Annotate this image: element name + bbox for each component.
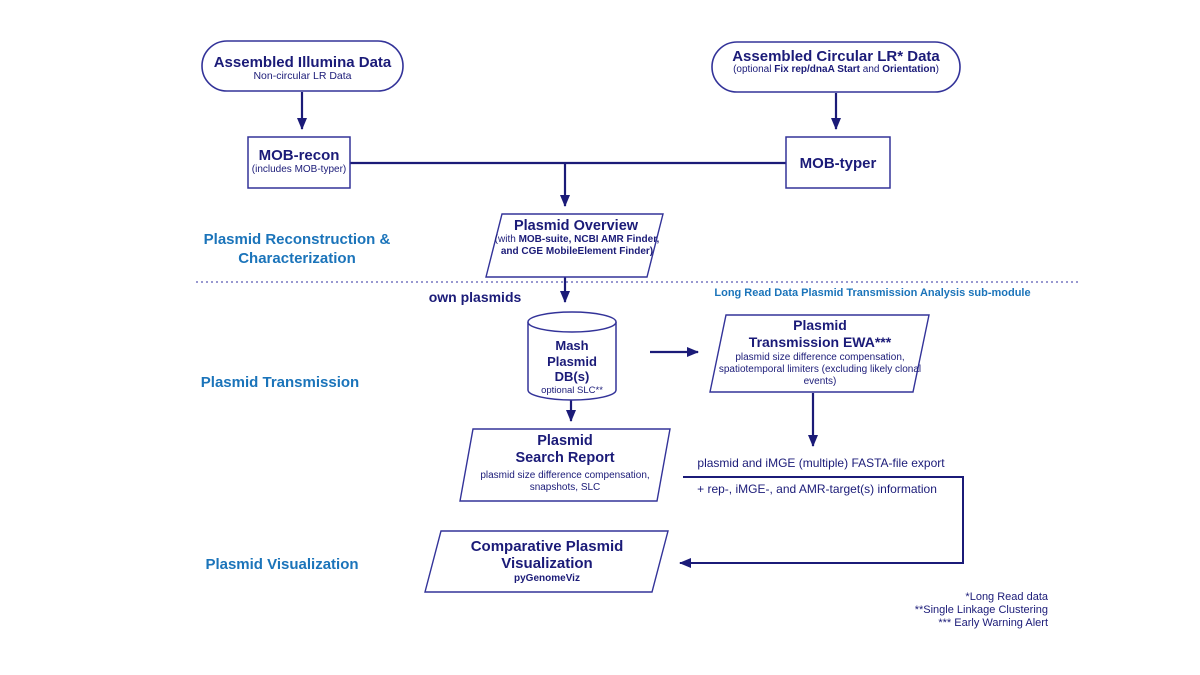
mash-db-subtitle: optional SLC**	[541, 384, 603, 396]
mash-db-line1: Mash	[555, 338, 589, 353]
search-report-title-line1: Plasmid	[537, 433, 593, 449]
circular-lr-subtitle	[706, 64, 966, 76]
plasmid-overview-sub-bold: MOB-suite, NCBI AMR Finder, and CGE MobileElement Finder)	[500, 234, 660, 257]
mob-recon-subtitle: (includes MOB-typer)	[251, 164, 347, 175]
transmission-ewa-title-line1: Plasmid	[793, 317, 847, 333]
illumina-title: Assembled Illumina Data	[213, 54, 392, 71]
circular-lr-sub-bold1: Fix rep/dnaA Start	[774, 64, 860, 75]
submodule-label: Long Read Data Plasmid Transmission Analysis sub-module	[714, 287, 1031, 299]
circular-lr-sub-mid: and	[859, 64, 883, 75]
comparative-viz-title-line2: Visualization	[501, 555, 593, 573]
section-transmission-label: Plasmid Transmission	[200, 374, 360, 391]
circular-lr-sub-bold2: Orientation	[882, 64, 936, 75]
plasmid-overview-sub-prefix: (with	[494, 234, 519, 245]
transmission-ewa-subtitle: plasmid size difference compensation, spatiotemporal limiters (excluding likely clonal events)	[718, 352, 922, 387]
mash-db-line2: Plasmid	[547, 353, 597, 369]
rep-info-label: + rep-, iMGE-, and AMR-target(s) information	[697, 482, 937, 496]
plasmid-overview-subtitle	[494, 234, 660, 258]
footnote-ewa: *** Early Warning Alert	[938, 616, 1048, 629]
plasmid-overview-title: Plasmid Overview	[513, 218, 639, 234]
mash-db-cylinder-top	[528, 312, 616, 332]
search-report-label	[462, 433, 668, 494]
search-report-title-line2: Search Report	[515, 450, 615, 467]
section-reconstruction-line2: Characterization	[238, 249, 356, 267]
transmission-ewa-label	[715, 317, 925, 387]
footnote-long-read: *Long Read data	[965, 591, 1048, 603]
mash-db-line3: DB(s)	[554, 369, 590, 384]
footnotes	[848, 591, 1048, 629]
section-reconstruction-line1: Plasmid Reconstruction &	[203, 231, 391, 248]
section-visualization-label: Plasmid Visualization	[205, 556, 359, 573]
fasta-export-label: plasmid and iMGE (multiple) FASTA-file export	[697, 456, 945, 470]
transmission-ewa-title-line2: Transmission EWA***	[748, 333, 892, 350]
illumina-subtitle: Non-circular LR Data	[253, 70, 352, 82]
mob-typer-title: MOB-typer	[799, 155, 877, 172]
mash-db-label	[528, 338, 616, 396]
circular-lr-sub-prefix: (optional	[733, 64, 775, 75]
comparative-viz-label	[432, 538, 662, 584]
search-report-subtitle: plasmid size difference compensation, snapshots, SLC	[480, 470, 650, 494]
comparative-viz-subtitle: pyGenomeViz	[514, 572, 580, 584]
own-plasmids-label: own plasmids	[428, 289, 522, 305]
footnote-slc: **Single Linkage Clustering	[914, 603, 1048, 616]
mob-recon-title: MOB-recon	[258, 147, 340, 164]
circular-lr-title: Assembled Circular LR* Data	[732, 48, 940, 65]
section-reconstruction-label	[160, 231, 434, 269]
circular-lr-sub-suffix: )	[935, 64, 939, 75]
comparative-viz-title-line1: Comparative Plasmid	[470, 538, 624, 555]
